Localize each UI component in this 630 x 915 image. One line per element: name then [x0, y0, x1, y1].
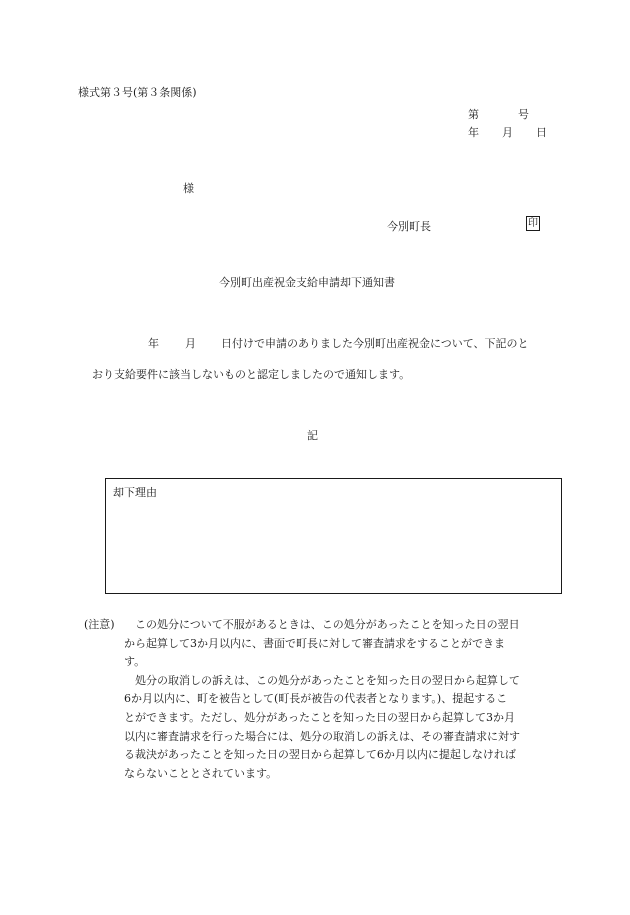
issuer-name: 今別町長	[387, 220, 431, 233]
notes-line: 6か月以内に、町を被告として(町長が被告の代表者となります。)、提起するこ	[124, 692, 508, 706]
date-line	[468, 124, 547, 140]
body-month: 月	[185, 337, 196, 350]
notes-label: (注意)	[84, 618, 115, 631]
rejection-reason-label: 却下理由	[113, 486, 157, 499]
document-title: 今別町出産祝金支給申請却下通知書	[219, 276, 395, 289]
body-line-1	[148, 335, 529, 351]
notes-line: 処分の取消しの訴えは、この処分があったことを知った日の翌日から起算して	[124, 673, 520, 687]
body-line-1-text: 日付けで申請のありました今別町出産祝金について、下記のと	[221, 337, 529, 350]
notes-line: 以内に審査請求を行った場合には、処分の取消しの訴えは、その審査請求に対す	[124, 729, 520, 743]
date-day: 日	[536, 126, 547, 139]
notes-text	[124, 616, 564, 783]
body-line-2: おり支給要件に該当しないものと認定しましたので通知します。	[92, 368, 411, 381]
notes-line: ならないこととされています。	[124, 766, 278, 780]
document-number-line	[468, 106, 529, 122]
addressee-honorific: 様	[183, 182, 194, 195]
seal-mark: 印	[528, 218, 538, 229]
date-month: 月	[502, 126, 513, 139]
date-year: 年	[468, 126, 479, 139]
number-prefix: 第	[468, 108, 479, 121]
rejection-reason-box	[105, 478, 562, 594]
notes-line: る裁決があったことを知った日の翌日から起算して6か月以内に提起しなければ	[124, 748, 516, 762]
ki-heading: 記	[307, 429, 318, 442]
notes-line: す。	[124, 655, 146, 669]
form-number: 様式第３号(第３条関係)	[78, 86, 197, 99]
notes-line: とができます。ただし、処分があったことを知った日の翌日から起算して3か月	[124, 710, 516, 724]
notes-line: この処分について不服があるときは、この処分があったことを知った日の翌日	[124, 618, 520, 631]
number-suffix: 号	[518, 108, 529, 121]
notes-line: から起算して3か月以内に、書面で町長に対して審査請求をすることができま	[124, 636, 505, 650]
body-year: 年	[148, 337, 159, 350]
